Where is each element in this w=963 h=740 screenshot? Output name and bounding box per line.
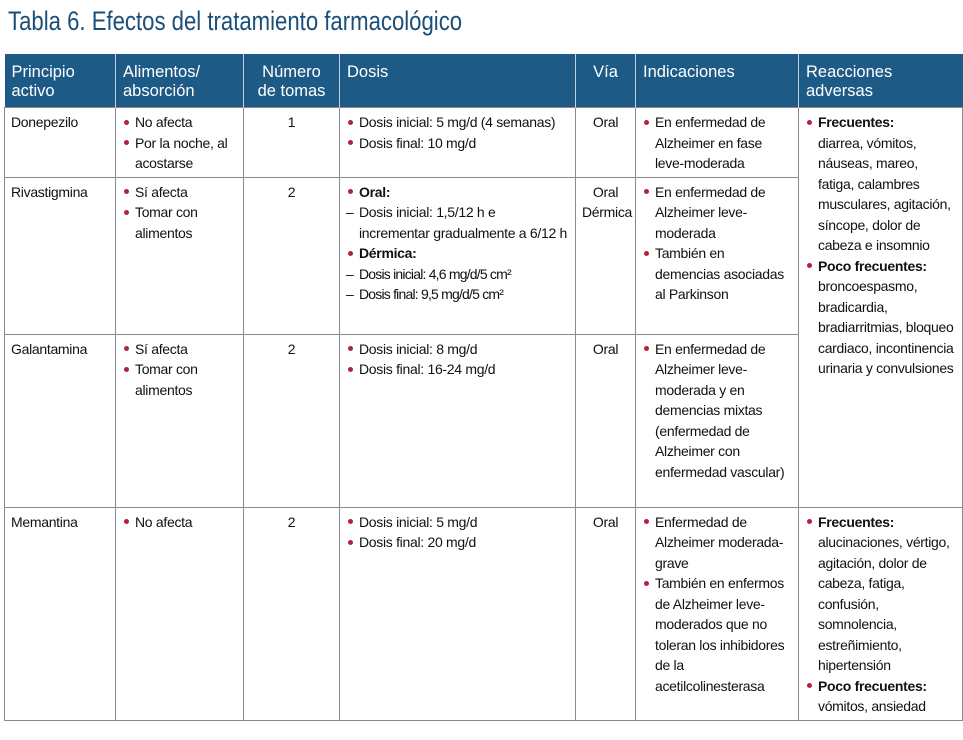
list-item: – Dosis final: 9,5 mg/d/5 cm² [346, 284, 569, 305]
via-value: Oral [592, 114, 619, 130]
list-item [805, 256, 956, 379]
via-value: Dérmica [582, 204, 633, 220]
via-value: Oral [592, 183, 619, 200]
list-item: En enfermedad de Alzheimer leve-moderada y en demencias mixtas (enfermedad de Alzheimer con enfermedad vascular) [642, 339, 792, 483]
frecuentes-text: alucinaciones, vértigo, agitación, dolor de cabeza, fatiga, confusión, somnolencia, estreñimiento, hipertensión [818, 534, 950, 673]
alimentos-cell [116, 507, 244, 720]
dosis-cell [340, 334, 576, 507]
reacciones-cell [799, 108, 963, 508]
header-principio: Principio activo [5, 54, 116, 108]
frecuentes-label: Frecuentes: [818, 513, 895, 530]
header-via: Vía [576, 54, 636, 108]
via-cell [576, 177, 636, 334]
header-reacciones: Reacciones adversas [799, 54, 963, 108]
principio-cell: Memantina [5, 507, 116, 720]
list-item: Dosis final: 16-24 mg/d [346, 359, 569, 380]
principio-cell: Rivastigmina [5, 177, 116, 334]
frecuentes-text: diarrea, vómitos, náuseas, mareo, fatiga, calambres musculares, agitación, síncope, dolor de cabeza e insomnio [818, 134, 951, 253]
table-row [5, 507, 963, 720]
list-item: Dosis final: 20 mg/d [346, 532, 569, 553]
list-item: Por la noche, al acostarse [122, 133, 237, 174]
poco-frecuentes-label: Poco frecuentes: [818, 257, 927, 274]
dosis-cell [340, 177, 576, 334]
header-alimentos: Alimentos/ absorción [116, 54, 244, 108]
alimentos-cell [116, 177, 244, 334]
header-dosis: Dosis [340, 54, 576, 108]
dosis-cell [340, 507, 576, 720]
tomas-cell: 1 [244, 108, 340, 178]
poco-frecuentes-label: Poco frecuentes: [818, 677, 927, 694]
tomas-cell: 2 [244, 334, 340, 507]
list-item: En enfermedad de Alzheimer en fase leve-moderada [642, 112, 792, 174]
list-item: Tomar con alimentos [122, 359, 237, 400]
via-cell [576, 507, 636, 720]
principio-cell: Donepezilo [5, 108, 116, 178]
list-item: Dosis inicial: 8 mg/d [346, 339, 569, 360]
list-item: También en enfermos de Alzheimer leve-moderados que no toleran los inhibidores de la acetilcolinesterasa [642, 573, 792, 696]
list-item: – Dosis inicial: 1,5/12 h e incrementar gradualmente a 6/12 h [346, 202, 569, 243]
list-item [805, 112, 956, 256]
indicaciones-cell [636, 108, 799, 178]
principio-cell: Galantamina [5, 334, 116, 507]
indicaciones-cell [636, 334, 799, 507]
header-indicaciones: Indicaciones [636, 54, 799, 108]
poco-frecuentes-text: broncoespasmo, bradicardia, bradiarritmias, bloqueo cardiaco, incontinencia urinaria y convulsiones [818, 278, 954, 376]
via-cell [576, 108, 636, 178]
list-item: Enfermedad de Alzheimer moderada-grave [642, 512, 792, 574]
list-item: Sí afecta [122, 182, 237, 203]
poco-frecuentes-text: vómitos, ansiedad [818, 698, 926, 714]
tomas-cell: 2 [244, 177, 340, 334]
list-item: – Dosis inicial: 4,6 mg/d/5 cm² [346, 264, 569, 285]
via-value: Oral [592, 513, 619, 530]
alimentos-cell [116, 108, 244, 178]
list-item [805, 512, 956, 676]
list-item: Dosis inicial: 5 mg/d [346, 512, 569, 533]
indicaciones-cell [636, 507, 799, 720]
frecuentes-label: Frecuentes: [818, 114, 895, 130]
via-cell [576, 334, 636, 507]
table-title: Tabla 6. Efectos del tratamiento farmacológico [8, 6, 463, 36]
list-item: Sí afecta [122, 339, 237, 360]
table-row [5, 108, 963, 178]
via-value: Oral [592, 340, 619, 357]
list-item: En enfermedad de Alzheimer leve-moderada [642, 182, 792, 244]
list-item: Dosis inicial: 5 mg/d (4 semanas) [346, 112, 569, 133]
dosis-oral-label: Oral: [346, 182, 569, 203]
list-item: No afecta [122, 112, 237, 133]
reacciones-cell [799, 507, 963, 720]
tomas-cell: 2 [244, 507, 340, 720]
list-item: Tomar con alimentos [122, 202, 237, 243]
list-item: Dosis final: 10 mg/d [346, 133, 569, 154]
table-header-row [5, 54, 963, 108]
list-item: No afecta [122, 512, 237, 533]
treatment-effects-table [4, 54, 963, 721]
list-item: También en demencias asociadas al Parkinson [642, 243, 792, 305]
dosis-dermica-label: Dérmica: [346, 243, 569, 264]
indicaciones-cell [636, 177, 799, 334]
dosis-cell [340, 108, 576, 178]
alimentos-cell [116, 334, 244, 507]
header-tomas: Número de tomas [244, 54, 340, 108]
list-item [805, 676, 956, 717]
